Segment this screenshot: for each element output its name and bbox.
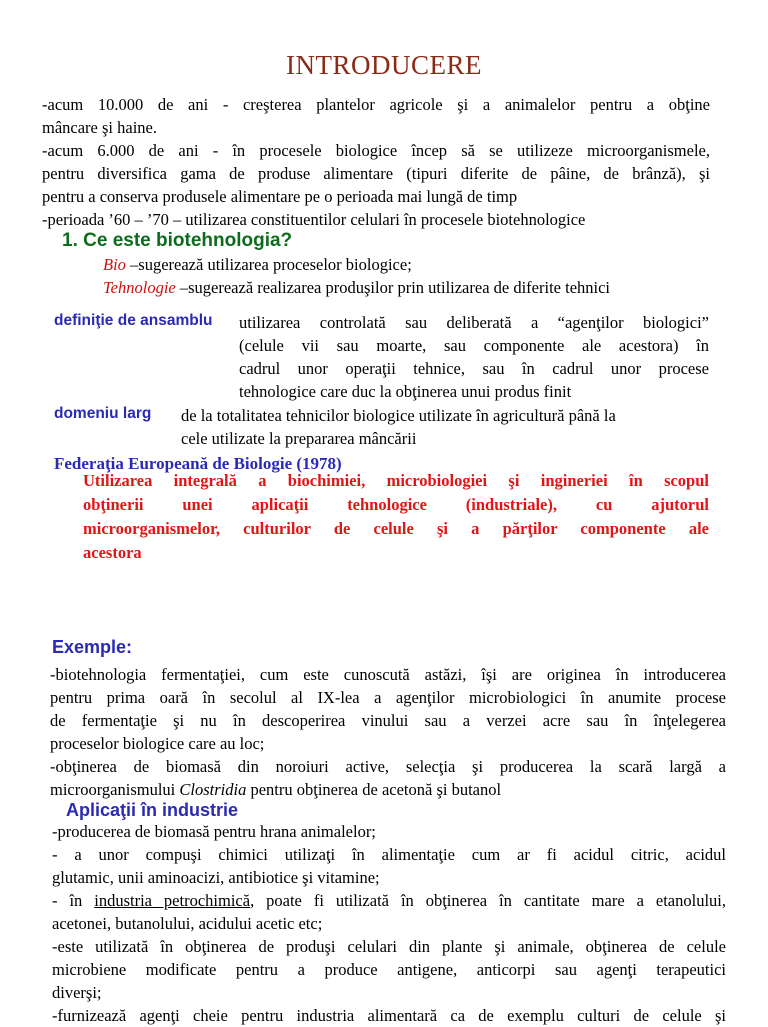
examples-line-2: pentru prima oară în secolul al IX-lea a agenţilor microbiologici în anumite procese: [50, 688, 726, 707]
definition-overall-line-1: utilizarea controlată sau deliberată a “agenţilor biologici”: [239, 313, 709, 332]
intro-line-2: mâncare şi haine.: [42, 118, 157, 137]
examples-heading: Exemple:: [52, 637, 133, 657]
examples-line-3: de fermentaţie şi nu în descoperirea vinului sau a verzei acre sau în înţelegerea: [50, 711, 726, 730]
examples-line-1: -biotehnologia fermentaţiei, cum este cunoscută astăzi, îşi are originea în introducerea: [50, 665, 726, 684]
examples-line-4: proceselor biologice care au loc;: [50, 734, 265, 753]
intro-line-1: -acum 10.000 de ani - creşterea plantelor agricole şi a animalelor pentru a obţine: [42, 95, 710, 114]
industry-line-5: acetonei, butanolului, acidului acetic etc;: [52, 914, 323, 933]
definition-overall-line-3: cadrul unor operaţii tehnice, sau în cadrul unor procese: [239, 359, 709, 378]
industry-line-7: microbiene modificate pentru a produce antigene, anticorpi sau agenţi terapeutici: [52, 960, 726, 979]
industry-line-4: [52, 889, 726, 912]
definition-overall-label: definiţie de ansamblu: [54, 312, 213, 329]
examples-line-6-start: microorganismului: [50, 780, 180, 799]
examples-line-5: -obţinerea de biomasă din noroiuri active, selecţia şi producerea la scară largă a: [50, 757, 726, 776]
intro-line-5: pentru a conserva produsele alimentare pe o perioada mai lungă de timp: [42, 187, 518, 206]
industry-line-8: diverşi;: [52, 983, 102, 1002]
broad-domain-line-1: de la totalitatea tehnicilor biologice utilizate în agricultură până la: [181, 406, 616, 425]
intro-line-4: pentru diversifica gama de produse alimentare (tipuri diferite de pâine, de brânză), şi: [42, 164, 710, 183]
federation-heading: Federaţia Europeană de Biologie (1978): [54, 454, 342, 473]
technology-definition: [103, 276, 610, 299]
industry-line-6: -este utilizată în obţinerea de produşi celulari din plante şi animale, obţinerea de celule: [52, 937, 726, 956]
industry-line-9: -furnizează agenţi cheie pentru industria alimentară ca de exemplu culturi de celule şi: [52, 1006, 726, 1025]
federation-definition-line-4: acestora: [83, 543, 142, 562]
petrochemical-industry-term: industria petrochimică: [94, 891, 251, 910]
industry-heading: Aplicaţii în industrie: [66, 800, 239, 820]
industry-line-1: -producerea de biomasă pentru hrana animalelor;: [52, 822, 376, 841]
technology-term: Tehnologie: [103, 278, 176, 297]
definition-overall-line-2: (celule vii sau moarte, sau componente ale acestora) în: [239, 336, 709, 355]
federation-definition-line-3: microorganismelor, culturilor de celule şi a părţilor componente ale: [83, 519, 709, 538]
broad-domain-line-2: cele utilizate la prepararea mâncării: [181, 429, 417, 448]
industry-line-3: glutamic, unii aminoacizi, antibiotice şi vitamine;: [52, 868, 380, 887]
industry-line-4-start: - în: [52, 891, 95, 910]
intro-line-3: -acum 6.000 de ani - în procesele biologice încep să se utilizeze microorganismele,: [42, 141, 710, 160]
bio-text: –sugerează utilizarea proceselor biologice;: [125, 255, 412, 274]
bio-definition: [103, 253, 412, 276]
federation-definition-line-1: Utilizarea integrală a biochimiei, microbiologiei şi ingineriei în scopul: [83, 471, 709, 490]
industry-line-2: - a unor compuşi chimici utilizaţi în alimentaţie cum ar fi acidul citric, acidul: [52, 845, 726, 864]
clostridia-term: Clostridia: [179, 780, 247, 799]
industry-line-4-end: , poate fi utilizată în obţinerea în cantitate mare a etanolului,: [250, 891, 726, 910]
page-title: INTRODUCERE: [286, 50, 482, 80]
examples-line-6-end: pentru obţinerea de acetonă şi butanol: [246, 780, 502, 799]
broad-domain-label: domeniu larg: [54, 405, 152, 422]
intro-line-6: -perioada ’60 – ’70 – utilizarea constituentilor celulari în procesele biotehnologice: [42, 210, 586, 229]
definition-overall-line-4: tehnologice care duc la obţinerea unui produs finit: [239, 382, 572, 401]
examples-line-6: [50, 778, 501, 801]
technology-text: –sugerează realizarea produşilor prin utilizarea de diferite tehnici: [175, 278, 611, 297]
section-heading-biotechnology: 1. Ce este biotehnologia?: [62, 230, 293, 251]
federation-definition-line-2: obţinerii unei aplicaţii tehnologice (industriale), cu ajutorul: [83, 495, 709, 514]
bio-term: Bio: [103, 255, 126, 274]
